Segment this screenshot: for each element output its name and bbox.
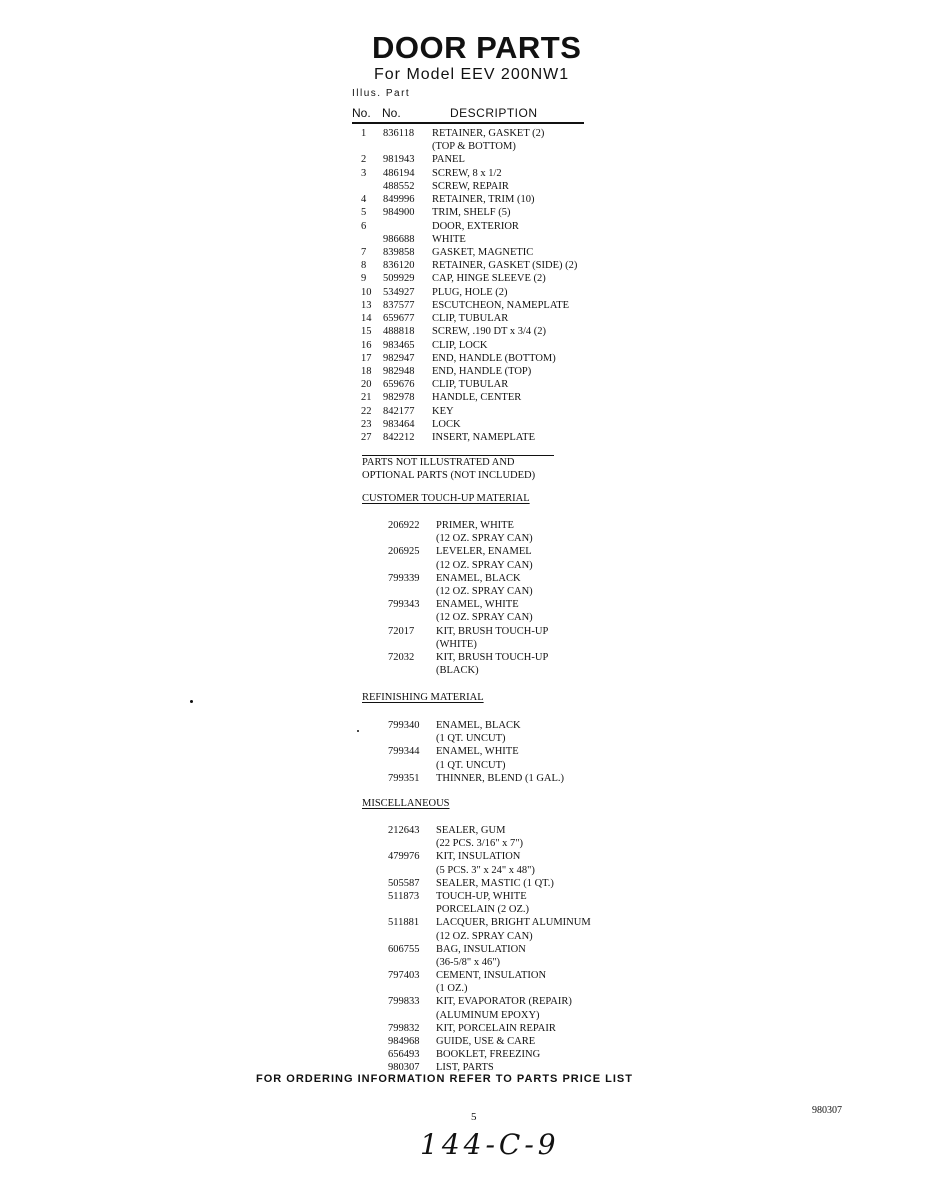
part-description: ENAMEL, WHITE: [436, 746, 519, 758]
refinishing-row: [362, 772, 622, 785]
page-title: DOOR PARTS: [372, 30, 582, 65]
illus-number: 8: [361, 260, 367, 272]
part-number: 509929: [383, 273, 415, 285]
scan-speck: [357, 730, 359, 732]
illus-number: 7: [361, 246, 367, 258]
miscellaneous-row: [362, 930, 622, 943]
parts-row: [352, 272, 612, 285]
miscellaneous-row: [362, 1022, 622, 1035]
illus-number: 20: [361, 379, 372, 391]
parts-row: [352, 339, 612, 352]
part-description: SEALER, MASTIC (1 QT.): [436, 877, 554, 889]
illus-number: 27: [361, 432, 372, 444]
part-number: 980307: [388, 1062, 420, 1074]
part-description: INSERT, NAMEPLATE: [432, 432, 536, 444]
part-description: PORCELAIN (2 OZ.): [436, 904, 530, 916]
document-code: 980307: [812, 1105, 842, 1116]
part-description: LIST, PARTS: [436, 1062, 494, 1074]
part-number: 799351: [388, 772, 420, 784]
part-description: END, HANDLE (TOP): [432, 365, 532, 377]
miscellaneous-row: [362, 877, 622, 890]
illus-number: 17: [361, 352, 372, 364]
part-description: (TOP & BOTTOM): [432, 141, 516, 153]
miscellaneous-row: [362, 1035, 622, 1048]
part-description: SCREW, 8 x 1/2: [432, 167, 502, 179]
refinishing-list: [362, 719, 622, 785]
parts-row: [352, 312, 612, 325]
illus-number: 13: [361, 299, 372, 311]
part-description: KIT, BRUSH TOUCH-UP: [436, 651, 549, 663]
refinishing-row: [362, 719, 622, 732]
touchup-row: [362, 545, 622, 558]
column-header-row: [352, 106, 584, 124]
not-included-line-1: PARTS NOT ILLUSTRATED AND: [362, 457, 515, 468]
part-number: 659676: [383, 379, 415, 391]
part-number: 534927: [383, 286, 415, 298]
touchup-row: [362, 598, 622, 611]
part-number: 488818: [383, 326, 415, 338]
refinishing-row: [362, 745, 622, 758]
miscellaneous-row: [362, 890, 622, 903]
part-number: 799344: [388, 746, 420, 758]
part-description: (12 OZ. SPRAY CAN): [436, 612, 533, 624]
parts-row: [352, 180, 612, 193]
part-description: RETAINER, GASKET (2): [432, 128, 545, 139]
part-description: LOCK: [432, 418, 461, 430]
illus-number: 3: [361, 167, 367, 179]
part-number: 206922: [388, 520, 420, 531]
part-number: 486194: [383, 167, 415, 179]
part-number: 206925: [388, 546, 420, 558]
part-number: 72017: [388, 625, 415, 637]
scan-speck: [190, 700, 193, 703]
illus-number: 6: [361, 220, 367, 232]
part-number: 799343: [388, 599, 420, 611]
part-description: CLIP, TUBULAR: [432, 313, 509, 325]
illus-number: 9: [361, 273, 367, 285]
part-description: ENAMEL, WHITE: [436, 599, 519, 611]
parts-row: [352, 352, 612, 365]
part-description: SEALER, GUM: [436, 825, 506, 836]
part-description: TRIM, SHELF (5): [432, 207, 511, 219]
part-number: 659677: [383, 313, 415, 325]
handwritten-annotation: 144-C-9: [420, 1128, 560, 1161]
part-description: GASKET, MAGNETIC: [432, 246, 534, 258]
part-description: LACQUER, BRIGHT ALUMINUM: [436, 917, 591, 929]
part-number: 606755: [388, 943, 420, 955]
part-description: LEVELER, ENAMEL: [436, 546, 532, 558]
part-description: WHITE: [432, 233, 466, 245]
parts-row: [352, 140, 612, 153]
parts-row: [352, 127, 612, 140]
part-description: PRIMER, WHITE: [436, 520, 514, 531]
not-included-note: [362, 455, 554, 482]
section-heading-miscellaneous: MISCELLANEOUS: [362, 798, 450, 809]
part-description: KEY: [432, 405, 454, 417]
parts-row: [352, 405, 612, 418]
part-description: TOUCH-UP, WHITE: [436, 890, 527, 902]
part-number: 986688: [383, 233, 415, 245]
parts-row: [352, 259, 612, 272]
touchup-row: [362, 664, 622, 677]
not-included-line-2: OPTIONAL PARTS (NOT INCLUDED): [362, 470, 536, 481]
touchup-row: [362, 611, 622, 624]
part-description: END, HANDLE (BOTTOM): [432, 352, 556, 364]
part-number: 479976: [388, 851, 420, 863]
page-number: 5: [471, 1111, 477, 1123]
part-description: KIT, BRUSH TOUCH-UP: [436, 625, 549, 637]
part-description: PLUG, HOLE (2): [432, 286, 508, 298]
parts-row: [352, 391, 612, 404]
part-description: THINNER, BLEND (1 GAL.): [436, 772, 565, 784]
part-description: CAP, HINGE SLEEVE (2): [432, 273, 546, 285]
illus-number: 22: [361, 405, 372, 417]
ordering-info-footer: FOR ORDERING INFORMATION REFER TO PARTS PRICE LIST: [256, 1073, 633, 1085]
part-description: (5 PCS. 3" x 24" x 48"): [436, 864, 535, 876]
part-description: ESCUTCHEON, NAMEPLATE: [432, 299, 570, 311]
illus-number: 4: [361, 194, 367, 206]
touchup-row: [362, 638, 622, 651]
part-description: BOOKLET, FREEZING: [436, 1049, 541, 1061]
part-number: 72032: [388, 651, 415, 663]
part-number: 982978: [383, 392, 415, 404]
parts-row: [352, 153, 612, 166]
part-description: CLIP, TUBULAR: [432, 379, 509, 391]
part-description: (ALUMINUM EPOXY): [436, 1009, 540, 1021]
section-heading-refinishing: REFINISHING MATERIAL: [362, 692, 484, 703]
parts-row: [352, 206, 612, 219]
part-description: RETAINER, GASKET (SIDE) (2): [432, 260, 578, 272]
miscellaneous-row: [362, 837, 622, 850]
miscellaneous-row: [362, 995, 622, 1008]
parts-row: [352, 299, 612, 312]
part-description: (36-5/8" x 46"): [436, 956, 500, 968]
part-number: 511881: [388, 917, 420, 929]
parts-row: [352, 365, 612, 378]
part-description: HANDLE, CENTER: [432, 392, 522, 404]
parts-row: [352, 167, 612, 180]
part-number: 488552: [383, 180, 415, 192]
column-header-part-no: No.: [382, 106, 401, 120]
part-number: 836118: [383, 128, 415, 139]
part-description: DOOR, EXTERIOR: [432, 220, 519, 232]
part-number: 849996: [383, 194, 415, 206]
part-number: 797403: [388, 970, 420, 982]
part-number: 837577: [383, 299, 415, 311]
part-description: CEMENT, INSULATION: [436, 970, 547, 982]
miscellaneous-row: [362, 903, 622, 916]
part-description: BAG, INSULATION: [436, 943, 526, 955]
part-description: (WHITE): [436, 638, 477, 650]
part-number: 981943: [383, 154, 415, 166]
miscellaneous-row: [362, 943, 622, 956]
miscellaneous-row: [362, 1048, 622, 1061]
refinishing-row: [362, 732, 622, 745]
part-description: KIT, INSULATION: [436, 851, 521, 863]
part-description: ENAMEL, BLACK: [436, 720, 521, 731]
part-description: GUIDE, USE & CARE: [436, 1036, 536, 1047]
illus-number: 21: [361, 392, 372, 404]
part-number: 511873: [388, 890, 420, 902]
part-description: (12 OZ. SPRAY CAN): [436, 930, 533, 942]
touchup-list: [362, 519, 622, 677]
touchup-row: [362, 519, 622, 532]
miscellaneous-row: [362, 982, 622, 995]
part-number: 656493: [388, 1049, 420, 1061]
miscellaneous-row: [362, 969, 622, 982]
miscellaneous-row: [362, 824, 622, 837]
part-number: 984900: [383, 207, 415, 219]
illus-number: 10: [361, 286, 372, 298]
illus-number: 18: [361, 365, 372, 377]
touchup-row: [362, 625, 622, 638]
miscellaneous-row: [362, 916, 622, 929]
refinishing-row: [362, 759, 622, 772]
miscellaneous-row: [362, 1009, 622, 1022]
illus-number: 15: [361, 326, 372, 338]
part-number: 505587: [388, 877, 420, 889]
part-number: 836120: [383, 260, 415, 272]
illus-number: 2: [361, 154, 367, 166]
part-description: (12 OZ. SPRAY CAN): [436, 559, 533, 571]
part-description: RETAINER, TRIM (10): [432, 194, 535, 206]
illus-number: 1: [361, 128, 367, 139]
touchup-row: [362, 559, 622, 572]
part-description: SCREW, REPAIR: [432, 180, 509, 192]
part-description: PANEL: [432, 154, 465, 166]
touchup-row: [362, 532, 622, 545]
part-description: CLIP, LOCK: [432, 339, 488, 351]
part-number: 842177: [383, 405, 415, 417]
part-description: (BLACK): [436, 665, 479, 677]
column-header-illus-no: No.: [352, 106, 371, 120]
illus-number: 14: [361, 313, 372, 325]
touchup-row: [362, 572, 622, 585]
part-number: 839858: [383, 246, 415, 258]
part-description: (1 QT. UNCUT): [436, 759, 506, 771]
part-number: 982948: [383, 365, 415, 377]
miscellaneous-row: [362, 850, 622, 863]
part-description: (1 OZ.): [436, 983, 468, 995]
miscellaneous-list: [362, 824, 622, 1075]
part-description: ENAMEL, BLACK: [436, 572, 521, 584]
part-description: (12 OZ. SPRAY CAN): [436, 585, 533, 597]
miscellaneous-row: [362, 864, 622, 877]
parts-row: [352, 378, 612, 391]
column-header-illus-part: Illus. Part: [352, 88, 411, 99]
part-description: (12 OZ. SPRAY CAN): [436, 533, 533, 545]
parts-row: [352, 286, 612, 299]
parts-row: [352, 418, 612, 431]
part-description: KIT, EVAPORATOR (REPAIR): [436, 996, 572, 1008]
parts-row: [352, 325, 612, 338]
part-description: (1 QT. UNCUT): [436, 733, 506, 745]
parts-row: [352, 246, 612, 259]
parts-row: [352, 431, 612, 444]
part-description: (22 PCS. 3/16" x 7"): [436, 838, 524, 850]
touchup-row: [362, 585, 622, 598]
part-number: 982947: [383, 352, 415, 364]
parts-row: [352, 193, 612, 206]
part-number: 983465: [383, 339, 415, 351]
part-number: 799833: [388, 996, 420, 1008]
part-number: 212643: [388, 825, 420, 836]
part-number: 799832: [388, 1022, 420, 1034]
parts-list: [352, 127, 612, 444]
parts-row: [352, 220, 612, 233]
parts-row: [352, 233, 612, 246]
part-number: 983464: [383, 418, 415, 430]
part-number: 984968: [388, 1036, 420, 1047]
section-heading-touchup: CUSTOMER TOUCH-UP MATERIAL: [362, 493, 530, 504]
touchup-row: [362, 651, 622, 664]
part-number: 799339: [388, 572, 420, 584]
part-description: SCREW, .190 DT x 3/4 (2): [432, 326, 547, 338]
column-header-description: DESCRIPTION: [450, 106, 538, 120]
miscellaneous-row: [362, 956, 622, 969]
illus-number: 23: [361, 418, 372, 430]
part-description: KIT, PORCELAIN REPAIR: [436, 1022, 556, 1034]
part-number: 842212: [383, 432, 415, 444]
model-subtitle: For Model EEV 200NW1: [374, 66, 570, 83]
part-number: 799340: [388, 720, 420, 731]
illus-number: 5: [361, 207, 367, 219]
illus-number: 16: [361, 339, 372, 351]
